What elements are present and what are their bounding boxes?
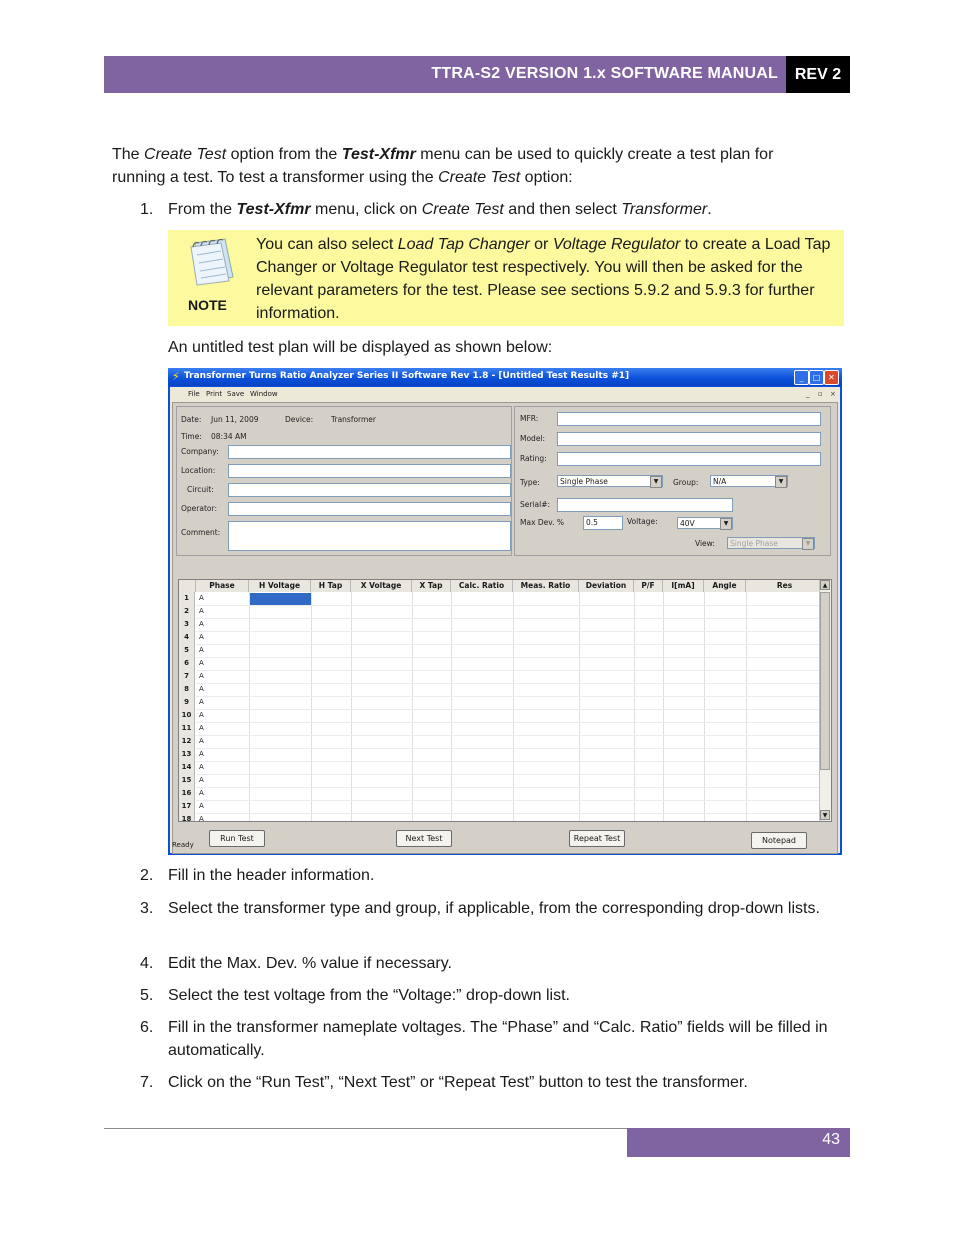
table-row[interactable]: 13 A	[179, 748, 824, 761]
menu-print[interactable]: Print	[206, 390, 223, 398]
mdi-restore-icon[interactable]: ▫	[818, 390, 823, 398]
serial-label: Serial#:	[520, 500, 551, 509]
table-row[interactable]: 12 A	[179, 735, 824, 748]
time-value: 08:34 AM	[211, 432, 247, 441]
col-meas-ratio[interactable]: Meas. Ratio	[513, 580, 579, 592]
status-bar	[170, 839, 842, 851]
table-row[interactable]: 10 A	[179, 709, 824, 722]
operator-label: Operator:	[181, 504, 217, 513]
circuit-field[interactable]	[228, 483, 511, 497]
chevron-down-icon[interactable]: ▼	[775, 476, 787, 488]
maxdev-label: Max Dev. %	[520, 518, 565, 527]
table-row[interactable]: 1 A	[179, 592, 824, 605]
table-row[interactable]: 6 A	[179, 657, 824, 670]
next-test-button[interactable]: Next Test	[396, 830, 452, 847]
table-row[interactable]: 18 A	[179, 813, 824, 822]
group-select[interactable]: N/A ▼	[710, 475, 788, 487]
menu-file[interactable]: File	[188, 390, 200, 398]
col-x-tap[interactable]: X Tap	[412, 580, 451, 592]
comment-label: Comment:	[181, 528, 221, 537]
scroll-down-icon[interactable]: ▼	[820, 810, 830, 820]
status-text: Ready	[172, 841, 194, 849]
date-label: Date:	[181, 415, 202, 424]
note-text: You can also select Load Tap Changer or Voltage Regulator to create a Load Tap Changer or Voltage Regulator test respectively. You will then be asked for the relevant parameters for the test. Please see sections 5.9.2 and 5.9.3 for further information.	[256, 236, 831, 322]
chevron-down-icon[interactable]: ▼	[650, 476, 662, 488]
col-pf[interactable]: P/F	[634, 580, 663, 592]
run-test-button[interactable]: Run Test	[209, 830, 265, 847]
serial-field[interactable]	[557, 498, 733, 512]
col-angle[interactable]: Angle	[704, 580, 746, 592]
chevron-down-icon[interactable]: ▼	[802, 538, 814, 550]
rating-label: Rating:	[520, 454, 547, 463]
col-h-tap[interactable]: H Tap	[311, 580, 351, 592]
device-value: Transformer	[331, 415, 377, 424]
mfr-label: MFR:	[520, 414, 539, 423]
location-label: Location:	[181, 466, 216, 475]
voltage-label: Voltage:	[627, 517, 658, 526]
notepad-icon	[181, 237, 237, 287]
app-window	[168, 368, 842, 855]
table-row[interactable]: 17 A	[179, 800, 824, 813]
table-row[interactable]: 7 A	[179, 670, 824, 683]
comment-field[interactable]	[228, 521, 511, 551]
grid-scrollbar[interactable]	[819, 580, 831, 821]
intro-line-1: The Create Test option from the Test-Xfmr menu can be used to quickly create a test plan for	[112, 146, 774, 163]
col-x-voltage[interactable]: X Voltage	[351, 580, 412, 592]
table-row[interactable]: 5 A	[179, 644, 824, 657]
header-bar	[104, 56, 786, 93]
table-row[interactable]: 9 A	[179, 696, 824, 709]
figure-caption: An untitled test plan will be displayed as shown below:	[168, 339, 553, 356]
mdi-minimize-icon[interactable]: _	[806, 390, 810, 398]
mdi-close-icon[interactable]: ×	[830, 390, 836, 398]
maxdev-field[interactable]: 0.5	[583, 516, 623, 530]
table-row[interactable]: 11 A	[179, 722, 824, 735]
time-label: Time:	[181, 432, 202, 441]
menu-save[interactable]: Save	[227, 390, 245, 398]
table-row[interactable]: 15 A	[179, 774, 824, 787]
location-field[interactable]	[228, 464, 511, 478]
menu-bar	[170, 387, 840, 401]
revision-badge: REV 2	[786, 56, 850, 93]
voltage-select[interactable]: 40V ▼	[677, 517, 733, 529]
lightning-icon: ⚡	[172, 370, 180, 383]
manual-title: TTRA-S2 VERSION 1.x SOFTWARE MANUAL	[431, 65, 778, 82]
company-field[interactable]	[228, 445, 511, 459]
info-panel-right	[514, 406, 831, 556]
table-row[interactable]: 16 A	[179, 787, 824, 800]
model-label: Model:	[520, 434, 546, 443]
mfr-field[interactable]	[557, 412, 821, 426]
col-deviation[interactable]: Deviation	[579, 580, 634, 592]
operator-field[interactable]	[228, 502, 511, 516]
close-button[interactable]: ✕	[824, 370, 839, 385]
view-select[interactable]: Single Phase ▼	[727, 537, 815, 549]
col-h-voltage[interactable]: H Voltage	[249, 580, 311, 592]
footer-bar	[627, 1128, 850, 1157]
circuit-label: Circuit:	[187, 485, 214, 494]
company-label: Company:	[181, 447, 219, 456]
rating-field[interactable]	[557, 452, 821, 466]
table-row[interactable]: 8 A	[179, 683, 824, 696]
intro-line-2: running a test. To test a transformer using the Create Test option:	[112, 169, 573, 186]
scroll-thumb[interactable]	[820, 592, 830, 770]
results-grid	[178, 579, 832, 822]
table-row[interactable]: 4 A	[179, 631, 824, 644]
model-field[interactable]	[557, 432, 821, 446]
repeat-test-button[interactable]: Repeat Test	[569, 830, 625, 847]
footer-rule	[104, 1128, 628, 1129]
view-label: View:	[695, 539, 715, 548]
scroll-up-icon[interactable]: ▲	[820, 580, 830, 590]
device-label: Device:	[285, 415, 314, 424]
menu-window[interactable]: Window	[250, 390, 278, 398]
window-title: Transformer Turns Ratio Analyzer Series II Software Rev 1.8 - [Untitled Test Results #1]	[184, 371, 630, 381]
type-select[interactable]: Single Phase ▼	[557, 475, 663, 487]
date-value: Jun 11, 2009	[211, 415, 259, 424]
type-label: Type:	[520, 478, 540, 487]
group-label: Group:	[673, 478, 699, 487]
table-row[interactable]: 14 A	[179, 761, 824, 774]
minimize-button[interactable]: _	[794, 370, 809, 385]
col-calc-ratio[interactable]: Calc. Ratio	[451, 580, 513, 592]
test-form	[172, 402, 838, 854]
table-row[interactable]: 2 A	[179, 605, 824, 618]
table-row[interactable]: 3 A	[179, 618, 824, 631]
notepad-button[interactable]: Notepad	[751, 832, 807, 849]
info-panel-left	[176, 406, 512, 556]
note-box	[168, 230, 844, 326]
chevron-down-icon[interactable]: ▼	[720, 518, 732, 530]
title-bar	[168, 368, 842, 386]
col-phase[interactable]: Phase	[196, 580, 249, 592]
page-number: 43	[822, 1131, 840, 1148]
col-res[interactable]: Res	[746, 580, 824, 592]
grid-corner	[179, 580, 196, 592]
note-label: NOTE	[188, 297, 227, 313]
maximize-button[interactable]: □	[809, 370, 824, 385]
window-client	[170, 387, 840, 853]
col-current[interactable]: I[mA]	[663, 580, 704, 592]
